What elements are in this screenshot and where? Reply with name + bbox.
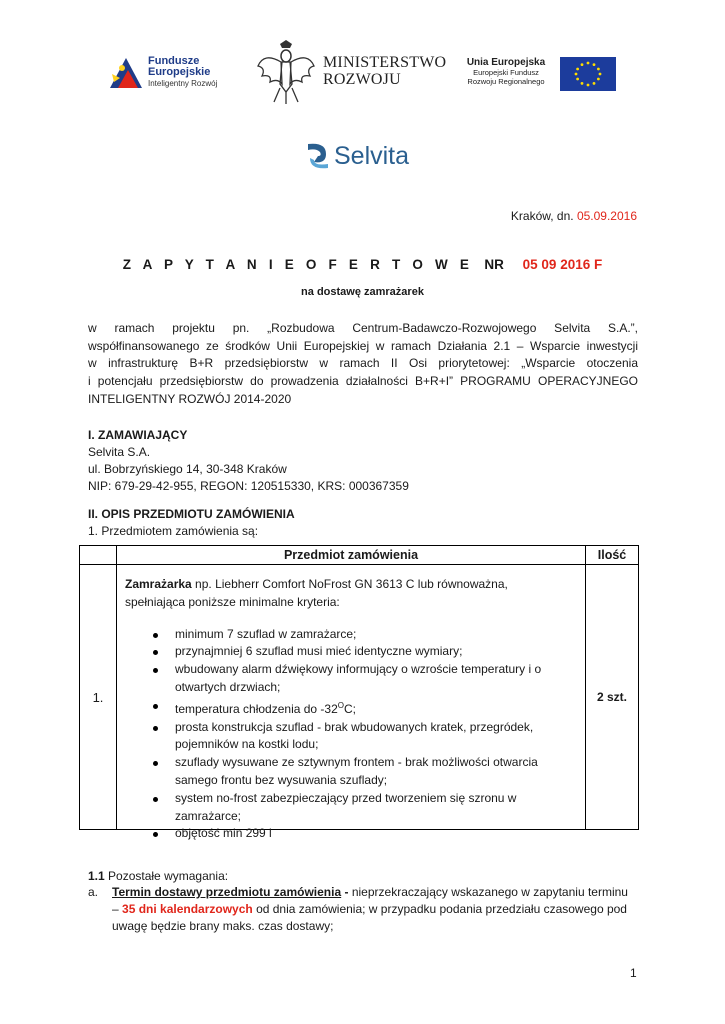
intro-paragraph xyxy=(88,320,638,409)
requirement-a-line2-rest: od dnia zamówienia; w przypadku podania przedziału czasowego pod xyxy=(252,902,627,916)
product-line xyxy=(125,576,577,594)
header-logos xyxy=(108,40,618,110)
list-item: przynajmniej 6 szuflad musi mieć identyczne wymiary; xyxy=(175,643,577,661)
temp-degree: O xyxy=(337,700,345,710)
section-opis xyxy=(88,506,295,540)
polish-eagle-icon xyxy=(256,40,316,106)
eu-line1: Unia Europejska xyxy=(466,57,546,68)
requirement-a-title: Termin dostawy przedmiotu zamówienia xyxy=(112,885,342,899)
product-line2: spełniająca poniższe minimalne kryteria: xyxy=(125,594,340,609)
selvita-swirl-icon xyxy=(304,140,332,172)
description-content xyxy=(125,576,577,843)
product-rest: np. Liebherr Comfort NoFrost GN 3613 C lub równoważna, xyxy=(191,577,508,591)
requirement-a xyxy=(88,884,638,935)
requirement-a-text1 xyxy=(112,884,628,901)
date-value: 05.09.2016 xyxy=(576,209,637,223)
document-title xyxy=(0,257,725,272)
intro-line-4: i potencjału przedsiębiorstw do prowadzenia działalności B+R+I” PROGRAMU OPERACYJNEGO xyxy=(88,374,638,389)
section1-address: ul. Bobrzyńskiego 14, 30-348 Kraków xyxy=(88,462,287,476)
requirement-a-letter: a. xyxy=(88,885,99,899)
fe-line1: Fundusze xyxy=(148,55,200,67)
list-item: minimum 7 szuflad w zamrażarce; xyxy=(175,626,577,644)
ministry-line1: MINISTERSTWO xyxy=(323,54,447,71)
row-description xyxy=(117,565,586,841)
section1-ids: NIP: 679-29-42-955, REGON: 120515330, KRS: 000367359 xyxy=(88,479,409,493)
criteria-list xyxy=(125,626,577,844)
fundusze-europejskie-text xyxy=(148,56,217,89)
eu-line2: Europejski Fundusz xyxy=(473,68,539,77)
temp-unit: C; xyxy=(344,701,357,716)
items-table xyxy=(79,545,639,841)
fundusze-europejskie-logo xyxy=(108,54,248,94)
date-place: Kraków, dn. xyxy=(510,209,574,223)
list-item: objętość min 299 l xyxy=(175,825,577,843)
selvita-logo-text: Selvita xyxy=(334,142,410,170)
list-item: prosta konstrukcja szuflad - brak wbudowanych kratek, przegródek, pojemników na kostki lodu; xyxy=(175,719,577,755)
fe-line3: Inteligentny Rozwój xyxy=(148,79,218,88)
list-item xyxy=(175,697,577,719)
requirement-a-line3: uwagę będzie brany maks. czas dostawy; xyxy=(112,919,334,933)
title-nr-label: NR xyxy=(484,257,504,272)
title-label: Z A P Y T A N I E O F E R T O W E xyxy=(122,257,474,272)
eu-flag-icon xyxy=(560,57,616,91)
document-subtitle: na dostawę zamrażarek xyxy=(301,286,424,298)
requirements-heading xyxy=(88,868,228,885)
intro-line-2: współfinansowanego ze środków Unii Europejskiej w ramach Działania 2.1 – Wsparcie inwestycji xyxy=(88,338,638,353)
title-number: 05 09 2016 F xyxy=(522,257,603,272)
section1-name: Selvita S.A. xyxy=(88,445,151,459)
requirements-num: 1.1 xyxy=(88,869,105,883)
row-number: 1. xyxy=(80,565,117,830)
table-header-row xyxy=(80,546,639,565)
requirements-title: Pozostałe wymagania: xyxy=(108,869,229,883)
list-item: szuflady wysuwane ze sztywnym frontem - brak możliwości otwarcia samego frontu bez wysuwania szuflady; xyxy=(175,754,577,790)
ministry-line2: ROZWOJU xyxy=(323,71,401,88)
page-number: 1 xyxy=(630,966,637,980)
intro-line-1: w ramach projektu pn. „Rozbudowa Centrum-Badawczo-Rozwojowego Selvita S.A.”, xyxy=(88,321,638,335)
requirement-a-prefix: – xyxy=(112,902,123,916)
temp-text: temperatura chłodzenia do -32 xyxy=(175,701,338,716)
section2-heading: II. OPIS PRZEDMIOTU ZAMÓWIENIA xyxy=(88,507,295,521)
header-subject: Przedmiot zamówienia xyxy=(117,546,586,565)
requirement-a-rest: nieprzekraczający wskazanego w zapytaniu terminu xyxy=(348,885,628,899)
section-zamawiajacy xyxy=(88,427,409,495)
header-no-cell xyxy=(80,546,117,565)
table-row xyxy=(80,565,639,830)
section1-heading: I. ZAMAWIAJĄCY xyxy=(88,428,188,442)
fe-line2: Europejskie xyxy=(148,66,211,78)
list-item: system no-frost zabezpieczający przed tworzeniem się szronu w zamrażarce; xyxy=(175,790,577,826)
header-qty: Ilość xyxy=(586,546,639,565)
row-qty: 2 szt. xyxy=(586,565,639,830)
ministry-text xyxy=(323,54,446,88)
eu-text xyxy=(454,58,558,86)
requirement-a-dash: - xyxy=(341,885,349,899)
product-name: Zamrażarka xyxy=(125,577,192,591)
eu-line3: Rozwoju Regionalnego xyxy=(467,77,545,86)
requirement-a-days: 35 dni kalendarzowych xyxy=(122,902,253,916)
fundusze-europejskie-emblem-icon xyxy=(108,54,144,90)
requirement-a-line1 xyxy=(88,884,638,901)
intro-line-5: INTELIGENTNY ROZWÓJ 2014-2020 xyxy=(88,391,292,406)
intro-line-3: w infrastrukturę B+R przedsiębiorstw w ramach II Osi priorytetowej: „Wsparcie otoczenia xyxy=(88,356,638,371)
document-date xyxy=(511,209,637,223)
selvita-logo xyxy=(292,118,432,194)
requirement-a-line2 xyxy=(88,901,638,918)
section2-item1: 1. Przedmiotem zamówienia są: xyxy=(88,524,259,538)
list-item: wbudowany alarm dźwiękowy informujący o wzroście temperatury i o otwartych drzwiach; xyxy=(175,661,577,697)
